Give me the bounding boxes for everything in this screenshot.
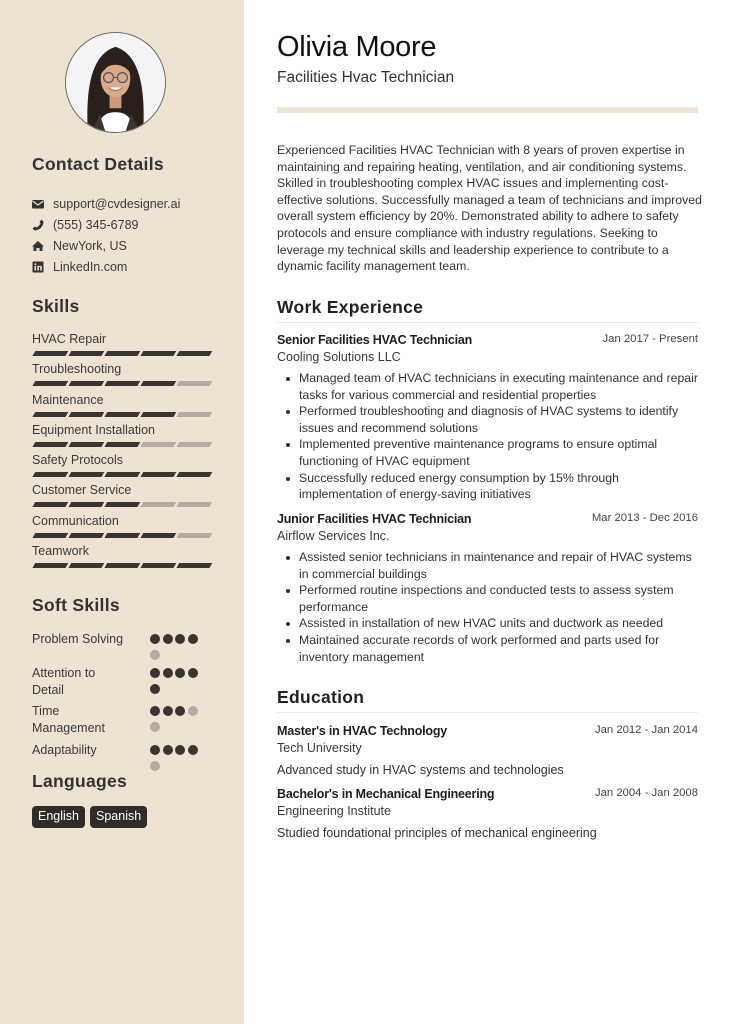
languages-list	[32, 806, 147, 828]
skill-rating-bar	[32, 412, 214, 417]
work-bullets	[277, 370, 698, 503]
skill-name: Safety Protocols	[32, 453, 124, 468]
work-bullet: Successfully reduced energy consumption by 15% through implementation of energy-saving initiatives	[299, 470, 698, 503]
language-tag: English	[32, 806, 85, 828]
rating-segment	[177, 351, 213, 356]
rating-dot	[188, 706, 198, 716]
skill-item	[32, 543, 214, 573]
education-description: Studied foundational principles of mechanical engineering	[277, 826, 597, 840]
education-entry	[277, 723, 698, 778]
soft-skill-rating-dots	[150, 631, 200, 660]
summary: Experienced Facilities HVAC Technician with 8 years of proven expertise in maintaining and repairing heating, ventilation, and air conditioning systems. Skilled in troubleshooting complex HVAC issues and implementing cost-effective solutions. Successfully managed a team of technicians and improved overall system efficiency by 20%. Demonstrated ability to adhere to safety protocols and ensure compliance with industry regulations. Seeking to leverage my technical skills and leadership experience to contribute to a dynamic facility management team.	[277, 143, 702, 274]
rating-segment	[33, 351, 69, 356]
soft-skill-name: Problem Solving	[32, 632, 124, 646]
skill-item	[32, 392, 214, 422]
skill-name: HVAC Repair	[32, 332, 107, 346]
rating-segment	[105, 442, 141, 447]
rating-segment	[105, 381, 141, 386]
rating-segment	[33, 381, 69, 386]
rating-segment	[141, 563, 177, 568]
rating-segment	[141, 351, 177, 356]
rating-segment	[141, 502, 177, 507]
rating-dot	[150, 684, 160, 694]
contact-linkedin-value: LinkedIn.com	[53, 259, 128, 274]
phone-icon	[32, 219, 44, 231]
skill-rating-bar	[32, 472, 214, 477]
soft-skill-item	[32, 742, 212, 771]
rating-dot	[188, 634, 198, 644]
rating-segment	[33, 563, 69, 568]
rating-segment	[177, 381, 213, 386]
rating-dot	[175, 706, 185, 716]
rating-segment	[33, 412, 69, 417]
skill-item	[32, 422, 214, 452]
rating-segment	[69, 533, 105, 538]
contact-phone-value: (555) 345-6789	[53, 217, 139, 232]
education-heading: Education	[277, 687, 365, 707]
skill-item	[32, 482, 214, 512]
envelope-icon	[32, 198, 44, 210]
skill-rating-bar	[32, 381, 214, 386]
candidate-name: Olivia Moore	[277, 31, 437, 63]
rating-dot	[188, 745, 198, 755]
contact-linkedin[interactable]	[32, 256, 180, 277]
work-experience-heading: Work Experience	[277, 297, 424, 317]
soft-skill-item	[32, 631, 212, 660]
skill-item	[32, 331, 214, 361]
linkedin-icon	[32, 261, 44, 273]
rating-dot	[150, 706, 160, 716]
job-title: Facilities Hvac Technician	[277, 69, 455, 86]
skill-rating-bar	[32, 563, 214, 568]
skill-rating-bar	[32, 533, 214, 538]
work-bullet: Managed team of HVAC technicians in executing maintenance and repair tasks for various commercial and residential properties	[299, 371, 698, 402]
rating-segment	[177, 502, 213, 507]
rating-segment	[33, 533, 69, 538]
education-description: Advanced study in HVAC systems and technologies	[277, 763, 564, 777]
contact-location	[32, 235, 180, 256]
rating-segment	[105, 563, 141, 568]
rating-segment	[33, 472, 69, 477]
skill-name: Troubleshooting	[32, 362, 122, 377]
work-bullet: Assisted in installation of new HVAC units and ductwork as needed	[299, 615, 698, 632]
work-date: Jan 2017 - Present	[602, 333, 698, 345]
rating-segment	[33, 502, 69, 507]
education-divider	[277, 712, 698, 713]
work-bullet: Performed routine inspections and conducted tests to assess system performance	[299, 582, 698, 615]
work-divider	[277, 322, 698, 323]
education-degree: Master's in HVAC Technology	[277, 724, 448, 738]
home-icon	[32, 240, 44, 252]
rating-segment	[69, 412, 105, 417]
skill-item	[32, 513, 214, 543]
rating-segment	[105, 351, 141, 356]
skill-rating-bar	[32, 351, 214, 356]
rating-segment	[69, 381, 105, 386]
rating-dot	[150, 761, 160, 771]
work-title: Senior Facilities HVAC Technician	[277, 333, 473, 347]
skill-name: Maintenance	[32, 392, 104, 407]
skill-name: Equipment Installation	[32, 422, 155, 437]
rating-dot	[150, 722, 160, 732]
rating-segment	[177, 533, 213, 538]
skill-rating-bar	[32, 502, 214, 507]
rating-segment	[141, 442, 177, 447]
work-company: Airflow Services Inc.	[277, 529, 390, 543]
header-divider	[277, 107, 698, 113]
rating-dot	[175, 634, 185, 644]
contact-list	[32, 193, 180, 277]
rating-dot	[150, 745, 160, 755]
contact-email-value: support@cvdesigner.ai	[53, 196, 181, 211]
rating-dot	[150, 634, 160, 644]
profile-photo-icon	[66, 33, 165, 132]
rating-segment	[105, 412, 141, 417]
work-bullet: Implemented preventive maintenance programs to ensure optimal functioning of HVAC equipment	[299, 436, 698, 469]
rating-segment	[69, 442, 105, 447]
work-entry	[277, 332, 698, 503]
soft-skill-name: Adaptability	[32, 743, 97, 757]
skill-name: Communication	[32, 513, 119, 528]
skills-list	[32, 331, 214, 573]
work-company: Cooling Solutions LLC	[277, 350, 401, 364]
rating-segment	[33, 442, 69, 447]
contact-phone[interactable]	[32, 214, 180, 235]
work-bullet: Maintained accurate records of work performed and parts used for inventory management	[299, 632, 698, 665]
education-entry	[277, 786, 698, 841]
rating-dot	[163, 706, 173, 716]
rating-segment	[141, 533, 177, 538]
rating-segment	[69, 351, 105, 356]
rating-segment	[105, 472, 141, 477]
rating-dot	[175, 745, 185, 755]
soft-skills-list	[32, 631, 212, 771]
soft-skill-name: Attention to Detail	[32, 666, 96, 697]
avatar	[65, 32, 166, 133]
skill-rating-bar	[32, 442, 214, 447]
languages-heading: Languages	[32, 771, 128, 791]
language-tag: Spanish	[90, 806, 147, 828]
work-bullet: Performed troubleshooting and diagnosis of HVAC systems to identify issues and recommend solutions	[299, 403, 698, 436]
soft-skill-rating-dots	[150, 703, 200, 732]
rating-segment	[69, 563, 105, 568]
rating-dot	[175, 668, 185, 678]
skill-name: Teamwork	[32, 544, 89, 559]
education-date: Jan 2004 - Jan 2008	[594, 787, 698, 799]
rating-segment	[105, 533, 141, 538]
rating-dot	[188, 668, 198, 678]
rating-segment	[69, 472, 105, 477]
skill-item	[32, 452, 214, 482]
rating-segment	[141, 472, 177, 477]
skill-item	[32, 361, 214, 391]
rating-segment	[177, 412, 213, 417]
education-date: Jan 2012 - Jan 2014	[594, 724, 698, 736]
soft-skills-heading: Soft Skills	[32, 595, 120, 615]
work-date: Mar 2013 - Dec 2016	[591, 512, 698, 524]
rating-segment	[177, 472, 213, 477]
rating-dot	[163, 745, 173, 755]
rating-segment	[141, 412, 177, 417]
work-entry	[277, 511, 698, 665]
rating-dot	[163, 668, 173, 678]
contact-heading: Contact Details	[32, 154, 164, 174]
rating-segment	[105, 502, 141, 507]
rating-segment	[177, 563, 213, 568]
rating-dot	[150, 668, 160, 678]
sidebar	[0, 0, 244, 1024]
rating-segment	[177, 442, 213, 447]
soft-skill-item	[32, 703, 212, 737]
contact-location-value: NewYork, US	[53, 238, 127, 253]
work-title: Junior Facilities HVAC Technician	[277, 512, 472, 526]
rating-dot	[163, 634, 173, 644]
rating-dot	[150, 650, 160, 660]
rating-segment	[69, 502, 105, 507]
education-degree: Bachelor's in Mechanical Engineering	[277, 787, 495, 801]
soft-skill-item	[32, 665, 212, 699]
work-bullets	[277, 549, 698, 665]
education-school: Engineering Institute	[277, 804, 391, 818]
soft-skill-rating-dots	[150, 665, 200, 694]
skills-heading: Skills	[32, 296, 80, 316]
work-bullet: Assisted senior technicians in maintenance and repair of HVAC systems in commercial buildings	[299, 549, 698, 582]
contact-email[interactable]	[32, 193, 180, 214]
skill-name: Customer Service	[32, 483, 132, 498]
soft-skill-rating-dots	[150, 742, 200, 771]
education-school: Tech University	[277, 741, 362, 755]
rating-segment	[141, 381, 177, 386]
soft-skill-name: Time Management	[32, 704, 105, 735]
